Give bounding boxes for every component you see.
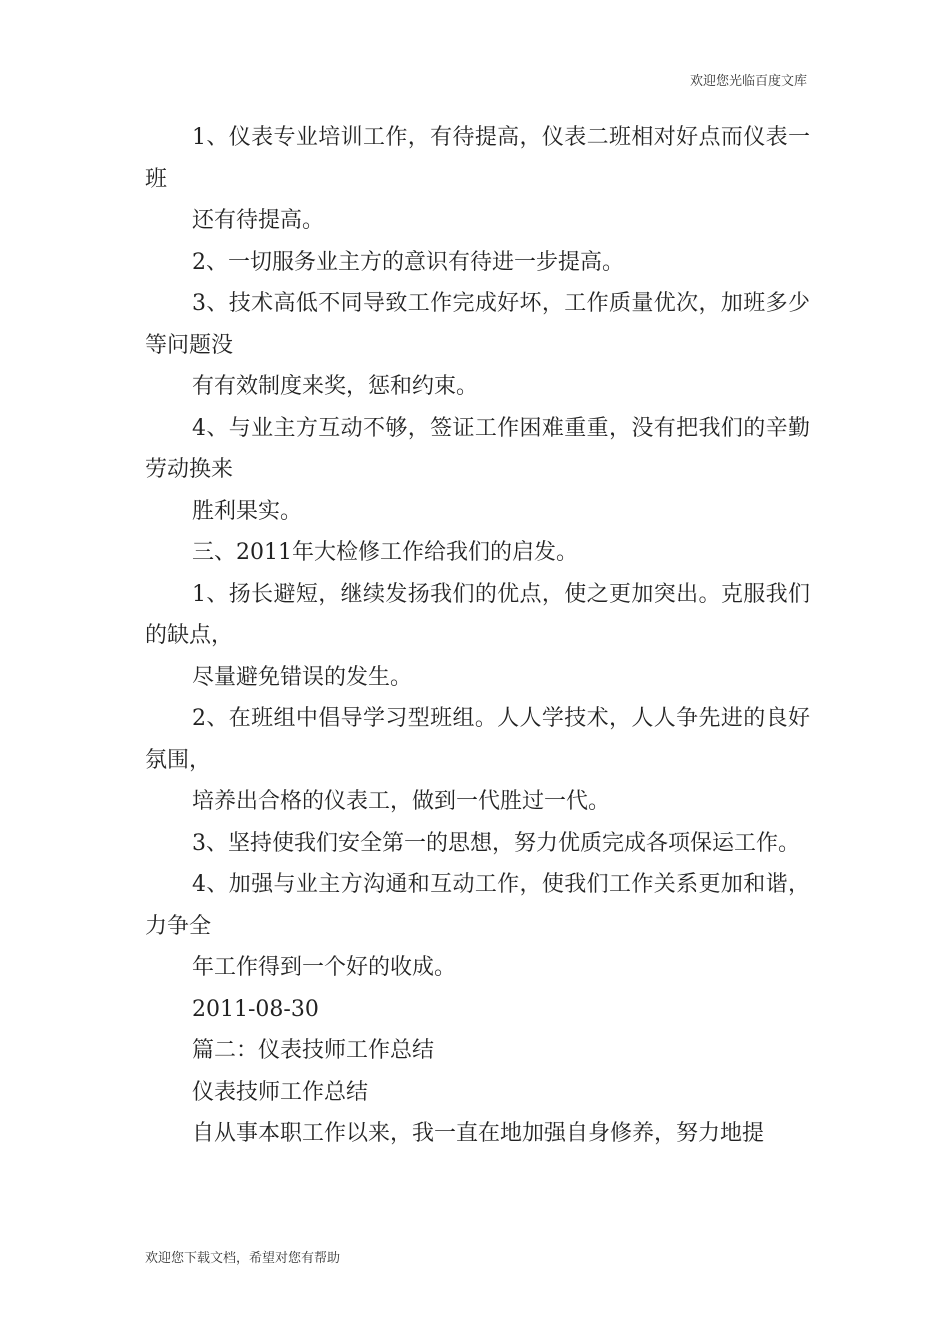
paragraph: 有有效制度来奖，惩和约束。 (192, 374, 479, 399)
paragraph: 2、一切服务业主方的意识有待进一步提高。 (192, 249, 624, 275)
date-line: 2011-08-30 (192, 996, 319, 1022)
document-title: 仪表技师工作总结 (192, 1079, 369, 1105)
paragraph: 1、扬长避短，继续发扬我们的优点，使之更加突出。克服我们的缺点， (145, 581, 810, 648)
paragraph: 3、技术高低不同导致工作完成好坏，工作质量优次，加班多少等问题没 (145, 291, 810, 358)
paragraph: 2、在班组中倡导学习型班组。人人学技术，人人争先进的良好氛围， (145, 706, 810, 773)
page-header-note: 欢迎您光临百度文库 (689, 74, 807, 89)
section-heading: 篇二：仪表技师工作总结 (192, 1038, 435, 1063)
section-heading: 三、2011年大检修工作给我们的启发。 (192, 540, 578, 565)
paragraph: 胜利果实。 (192, 498, 303, 524)
document-body (145, 117, 810, 1155)
paragraph: 培养出合格的仪表工，做到一代胜过一代。 (192, 789, 611, 814)
paragraph: 尽量避免错误的发生。 (192, 664, 413, 690)
page-footer-note: 欢迎您下载文档，希望对您有帮助 (145, 1251, 341, 1266)
paragraph: 4、加强与业主方沟通和互动工作，使我们工作关系更加和谐，力争全 (145, 872, 810, 939)
paragraph: 自从事本职工作以来，我一直在地加强自身修养，努力地提 (192, 1121, 765, 1146)
paragraph: 4、与业主方互动不够，签证工作困难重重，没有把我们的辛勤劳动换来 (145, 415, 810, 482)
paragraph: 3、坚持使我们安全第一的思想，努力优质完成各项保运工作。 (192, 830, 800, 856)
paragraph: 年工作得到一个好的收成。 (192, 955, 457, 980)
paragraph: 还有待提高。 (192, 208, 325, 233)
paragraph: 1、仪表专业培训工作，有待提高，仪表二班相对好点而仪表一班 (145, 125, 810, 192)
